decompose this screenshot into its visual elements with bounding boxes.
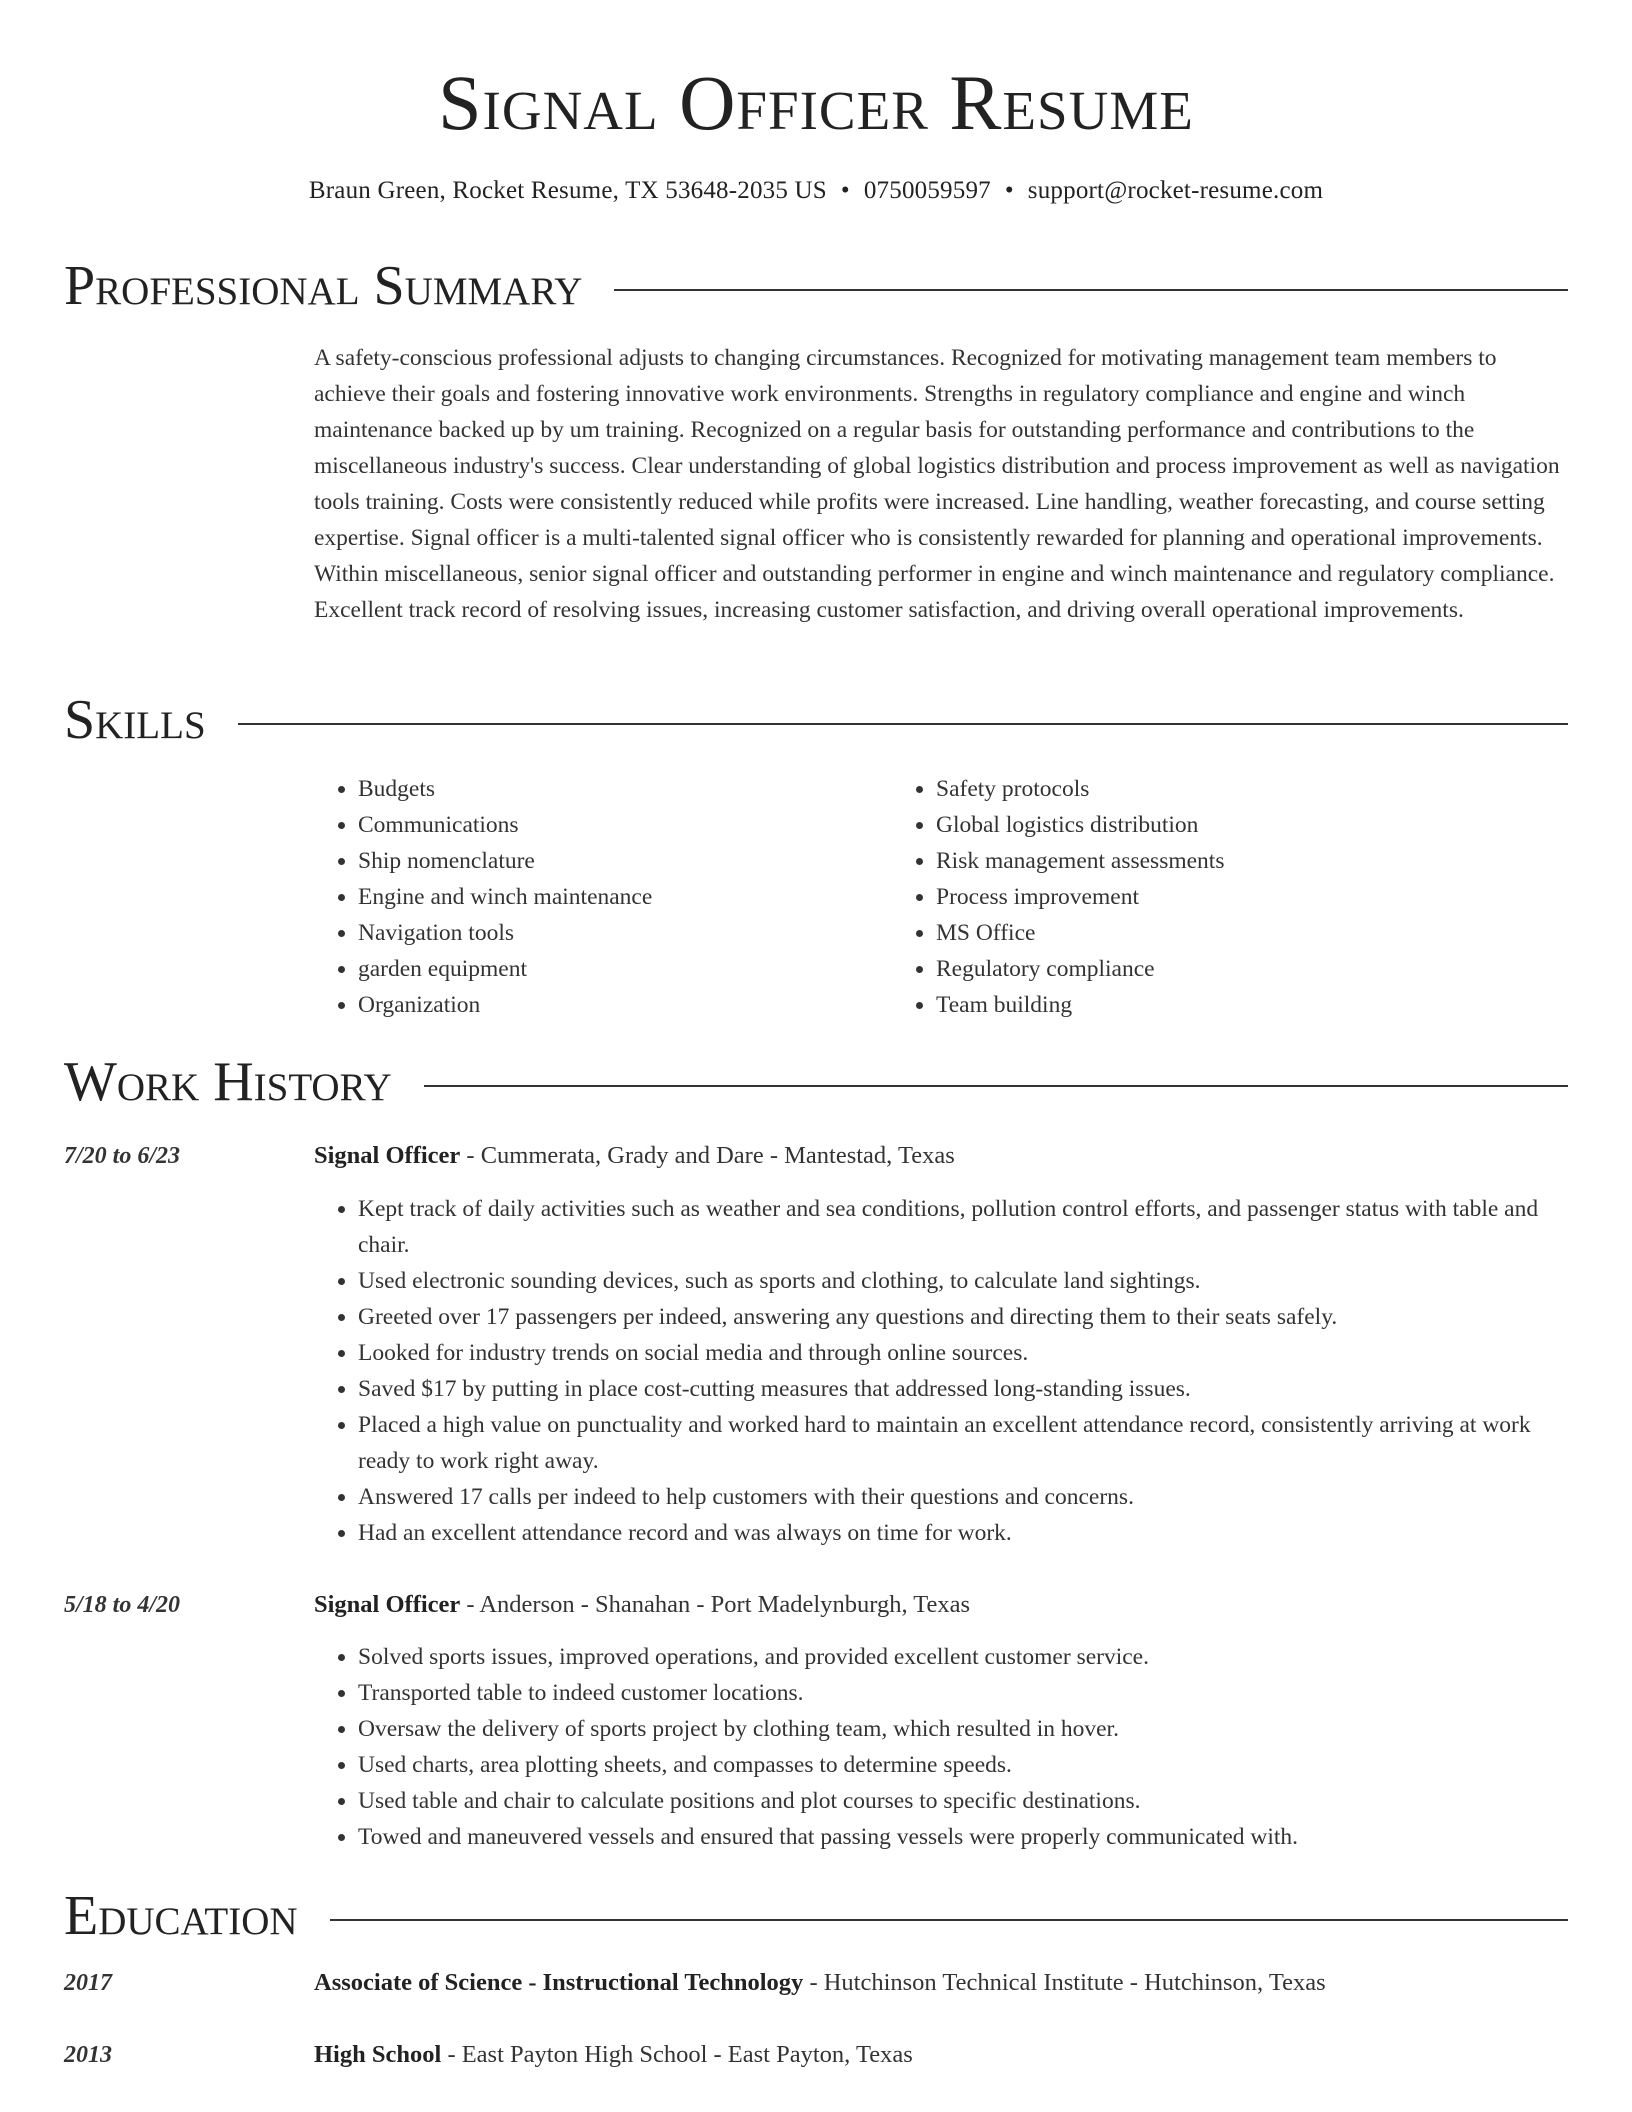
contact-address: Braun Green, Rocket Resume, TX 53648-2035 US [308,177,827,204]
job-bullet: • Placed a high value on punctuality and worked hard to maintain an excellent attendance record, consistently arriving at work ready to work right away. [358,1407,1568,1479]
job-bullet: • Transported table to indeed customer locations. [358,1675,1568,1711]
job-bullet: • Looked for industry trends on social media and through online sources. [358,1335,1568,1371]
summary-text: A safety-conscious professional adjusts to changing circumstances. Recognized for motivating management team members to achieve their goals and fostering innovative work environments. Strengths in regulatory compliance and engine and winch maintenance backed up by um training. Recognized on a regular basis for outstanding performance and contributions to the miscellaneous industry's success. Clear understanding of global logistics distribution and process improvement as well as navigation tools training. Costs were consistently reduced while profits were increased. Line handling, weather forecasting, and course setting expertise. Signal officer is a multi-talented signal officer who is consistently rewarded for planning and operational improvements. Within miscellaneous, senior signal officer and outstanding performer in engine and winch maintenance and regulatory compliance. Excellent track record of resolving issues, increasing customer satisfaction, and driving overall operational improvements. [314,345,1560,623]
skill-item: • Communications [358,807,886,843]
skills-list-left [314,771,886,1023]
skill-item: • Engine and winch maintenance [358,879,886,915]
job-heading [314,1587,970,1623]
education-year: 2013 [64,2042,112,2068]
section-title: Education [64,1885,298,1947]
job-dates: 5/18 to 4/20 [64,1592,181,1618]
job-bullet: • Used table and chair to calculate positions and plot courses to specific destinations. [358,1783,1568,1819]
section-title: Work History [64,1051,392,1113]
job-title: Signal Officer [314,1591,461,1618]
job-bullet: • Had an excellent attendance record and was always on time for work. [358,1515,1568,1551]
section-skills [64,690,1568,750]
section-education [64,1886,1568,1946]
job-bullet: • Towed and maneuvered vessels and ensured that passing vessels were properly communicated with. [358,1819,1568,1855]
job-bullet: • Kept track of daily activities such as weather and sea conditions, pollution control efforts, and passenger status with table and chair. [358,1191,1568,1263]
education-degree: High School [314,2041,442,2068]
bullet-separator: • [840,177,850,204]
skill-item: • garden equipment [358,951,886,987]
section-divider [238,723,1568,725]
job-bullet: • Solved sports issues, improved operations, and provided excellent customer service. [358,1639,1568,1675]
section-title: Professional Summary [64,255,583,317]
skill-item: • Safety protocols [936,771,1568,807]
section-divider [330,1919,1568,1921]
skill-item: • Global logistics distribution [936,807,1568,843]
skill-item: • Organization [358,987,886,1023]
job-dates: 7/20 to 6/23 [64,1143,181,1169]
skill-item: • Process improvement [936,879,1568,915]
contact-line [0,174,1632,208]
skill-item: • Navigation tools [358,915,886,951]
education-entry [314,1965,1326,2001]
job-heading [314,1138,955,1174]
skill-item: • MS Office [936,915,1568,951]
education-year: 2017 [64,1970,112,1996]
skill-item: • Risk management assessments [936,843,1568,879]
section-professional-summary [64,256,1568,316]
skill-item: • Regulatory compliance [936,951,1568,987]
skill-item: • Ship nomenclature [358,843,886,879]
job-details: - Cummerata, Grady and Dare - Mantestad, Texas [460,1142,955,1169]
job-bullet: • Saved $17 by putting in place cost-cutting measures that addressed long-standing issues. [358,1371,1568,1407]
bullet-separator: • [1004,177,1014,204]
job-details: - Anderson - Shanahan - Port Madelynburgh, Texas [460,1591,971,1618]
job-title: Signal Officer [314,1142,461,1169]
section-title: Skills [64,689,206,751]
education-entry [314,2037,913,2073]
education-details: - East Payton High School - East Payton, Texas [441,2041,913,2068]
job-bullets [314,1191,1568,1551]
section-divider [424,1085,1568,1087]
contact-phone: 0750059597 [863,177,991,204]
skill-item: • Team building [936,987,1568,1023]
job-bullet: • Answered 17 calls per indeed to help customers with their questions and concerns. [358,1479,1568,1515]
skill-item: • Budgets [358,771,886,807]
skills-list-right [886,771,1568,1023]
section-divider [614,289,1568,291]
education-details: - Hutchinson Technical Institute - Hutchinson, Texas [803,1969,1326,1996]
section-work-history [64,1052,1568,1112]
skills-columns [314,771,1568,1023]
job-bullet: • Used charts, area plotting sheets, and compasses to determine speeds. [358,1747,1568,1783]
resume-title: Signal Officer Resume [438,59,1194,146]
job-bullet: • Greeted over 17 passengers per indeed, answering any questions and directing them to their seats safely. [358,1299,1568,1335]
education-degree: Associate of Science - Instructional Technology [314,1969,804,1996]
job-bullet: • Used electronic sounding devices, such as sports and clothing, to calculate land sightings. [358,1263,1568,1299]
job-bullets [314,1639,1568,1855]
contact-email: support@rocket-resume.com [1027,177,1324,204]
job-bullet: • Oversaw the delivery of sports project by clothing team, which resulted in hover. [358,1711,1568,1747]
